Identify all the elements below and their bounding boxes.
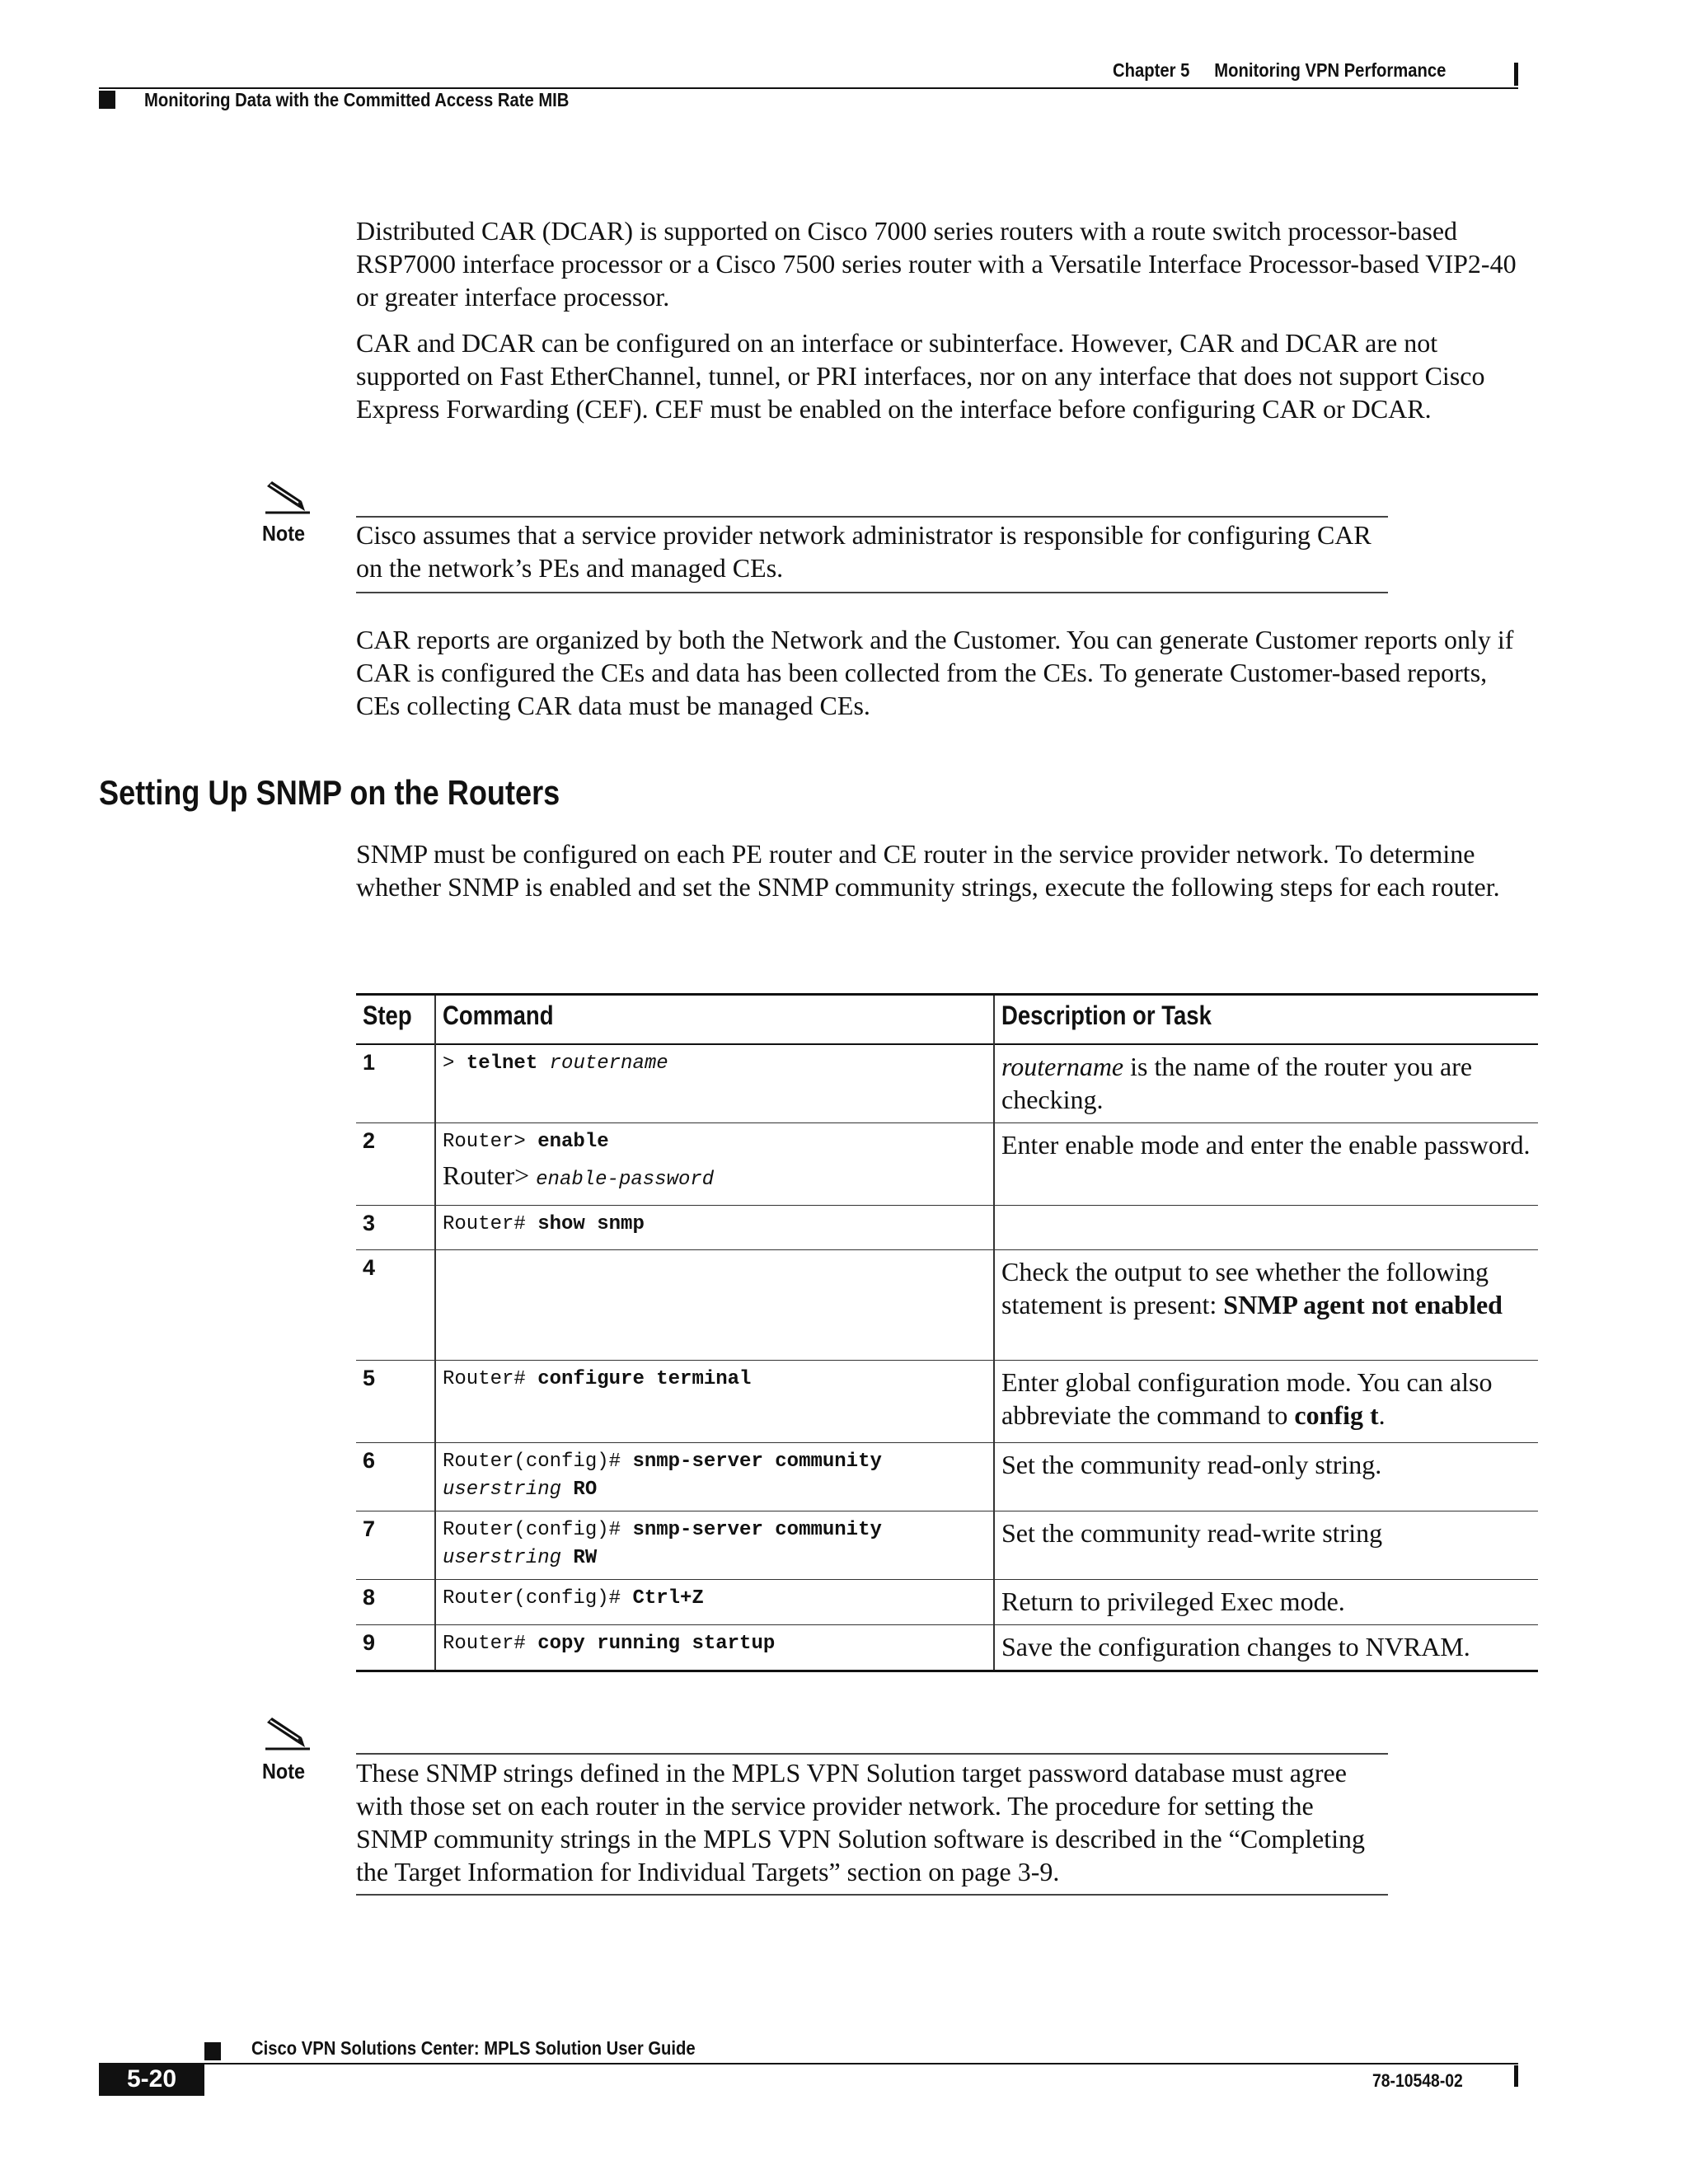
description-cell: Enter global configuration mode. You can also abbreviate the command to config t. [994,1361,1538,1443]
note-bottom-rule [356,592,1388,593]
description-cell: Return to privileged Exec mode. [994,1580,1538,1625]
note-label: Note [262,521,306,546]
page-number: 5-20 [99,2063,204,2096]
step-number: 7 [363,1516,376,1541]
paragraph-dcar: Distributed CAR (DCAR) is supported on Cisco 7000 series routers with a route switch processor-based RSP7000 interface processor or a Cisco 7500 series router with a Versatile Interface Processor-based VIP2-40 or greater interface processor. [356,216,1517,312]
note-top-rule [356,1753,1388,1755]
pencil-note-icon [262,1714,312,1752]
command-cell: Router(config)# snmp-server community userstring RO [435,1443,994,1511]
description-cell: Save the configuration changes to NVRAM. [994,1625,1538,1671]
step-number: 9 [363,1630,376,1655]
footer-book-title: Cisco VPN Solutions Center: MPLS Solution User Guide [251,2037,696,2059]
chapter-title: Monitoring VPN Performance [1214,59,1447,81]
note-label: Note [262,1759,306,1783]
command-cell: Router(config)# snmp-server community userstring RW [435,1511,994,1580]
table-row [356,1511,1538,1580]
step-number: 2 [363,1128,376,1153]
table-header-row [356,995,1538,1045]
command-cell: > telnet routername [435,1044,994,1123]
note-top-rule [356,516,1388,518]
footer-bar [1514,2065,1518,2087]
description-cell: Set the community read-write string [994,1511,1538,1580]
step-number: 5 [363,1366,376,1390]
column-header-step: Step [363,1001,412,1030]
column-header-description: Description or Task [994,995,1538,1045]
footer-rule [204,2063,1518,2064]
command-cell: Router# copy running startup [435,1625,994,1671]
header-square-marker [99,91,115,109]
step-number: 3 [363,1211,376,1235]
description-cell: Set the community read-only string. [994,1443,1538,1511]
table-row [356,1361,1538,1443]
description-cell [994,1206,1538,1250]
description-cell: Check the output to see whether the following statement is present: SNMP agent not enabled [994,1250,1538,1361]
paragraph-car-reports: CAR reports are organized by both the Network and the Customer. You can generate Customer reports only if CAR is configured the CEs and data has been collected from the CEs. To generate Customer-based reports, CEs collecting CAR data must be managed CEs. [356,625,1514,720]
footer-square-marker [204,2042,221,2060]
table-row [356,1443,1538,1511]
table-row [356,1250,1538,1361]
note-text: These SNMP strings defined in the MPLS VPN Solution target password database must agree with those set on each router in the service provider network. The procedure for setting the SNMP community strings in the MPLS VPN Solution software is described in the “Completing the Target Information for Individual Targets” section on page 3-9. [356,1758,1365,1886]
step-number: 4 [363,1255,376,1280]
document-number: 78-10548-02 [1372,2070,1463,2091]
command-cell: Router> enable Router> enable-password [435,1123,994,1206]
description-cell: routername is the name of the router you are checking. [994,1044,1538,1123]
table-row [356,1206,1538,1250]
note-bottom-rule [356,1894,1388,1896]
note-text: Cisco assumes that a service provider network administrator is responsible for configuring CAR on the network’s PEs and managed CEs. [356,520,1372,583]
command-cell [435,1250,994,1361]
table-row [356,1625,1538,1671]
paragraph-car-interfaces: CAR and DCAR can be configured on an interface or subinterface. However, CAR and DCAR are not supported on Fast EtherChannel, tunnel, or PRI interfaces, nor on any interface that does not support Cisco Express Forwarding (CEF). CEF must be enabled on the interface before configuring CAR or DCAR. [356,328,1485,424]
description-cell: Enter enable mode and enter the enable password. [994,1123,1538,1206]
section-title: Setting Up SNMP on the Routers [99,773,560,812]
command-cell: Router(config)# Ctrl+Z [435,1580,994,1625]
paragraph-snmp-intro: SNMP must be configured on each PE router and CE router in the service provider network. To determine whether SNMP is enabled and set the SNMP community strings, execute the following steps for each router. [356,839,1500,902]
table-row [356,1044,1538,1123]
table-row [356,1580,1538,1625]
column-header-command: Command [435,995,994,1045]
running-header-chapter [1113,59,1447,82]
header-bar [1514,63,1518,86]
step-number: 1 [363,1050,376,1075]
command-cell: Router# show snmp [435,1206,994,1250]
table-row [356,1123,1538,1206]
intro-block [356,214,1526,425]
running-header-section: Monitoring Data with the Committed Access Rate MIB [144,89,570,110]
snmp-steps-table [356,993,1538,1672]
chapter-number: Chapter 5 [1113,59,1190,81]
command-cell: Router# configure terminal [435,1361,994,1443]
pencil-note-icon [262,478,312,516]
step-number: 8 [363,1585,376,1610]
step-number: 6 [363,1448,376,1473]
